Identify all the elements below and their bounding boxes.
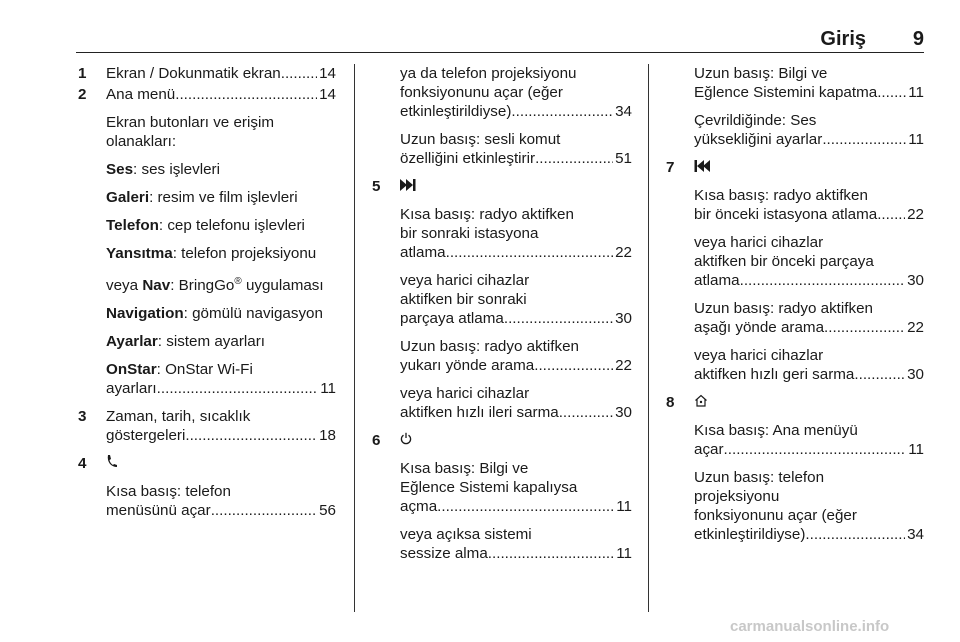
text-line: fonksiyonunu açar (eğer: [400, 84, 563, 101]
definition: : cep telefonu işlevleri: [158, 217, 305, 234]
page-ref: 14: [319, 65, 336, 82]
paragraph: [666, 421, 924, 459]
text-line: Kısa basış: telefon: [106, 483, 231, 501]
text-line: olanakları:: [106, 133, 177, 150]
text-line: ayarları: [106, 380, 157, 398]
paragraph: [666, 346, 924, 384]
definition: : ses işlevleri: [133, 161, 220, 178]
paragraph: [78, 482, 336, 520]
text-line: atlama: [400, 244, 446, 261]
text-line: etkinleştirildiyse): [694, 526, 806, 543]
paragraph: [372, 205, 632, 262]
term: Ses: [106, 161, 134, 178]
paragraph: [372, 384, 632, 422]
text-line: sessize alma: [400, 545, 488, 562]
column-1: [78, 64, 336, 529]
page-ref: 30: [907, 272, 924, 289]
text-line: Uzun basış: sesli komut: [400, 131, 561, 148]
page-ref: 30: [907, 366, 924, 383]
term: OnStar: [106, 361, 157, 379]
paragraph: [666, 233, 924, 290]
text: : BringGo: [170, 277, 235, 295]
paragraph: [78, 113, 336, 151]
paragraph: [372, 271, 632, 328]
page-ref: 11: [908, 131, 924, 148]
page-ref: 22: [615, 244, 632, 261]
text-line: veya harici cihazlar: [694, 234, 824, 251]
paragraph: [372, 525, 632, 563]
text-line: Uzun basış: telefon: [694, 469, 825, 486]
page-ref: 11: [616, 545, 632, 562]
text-line: Kısa basış: radyo aktifken: [694, 187, 868, 204]
paragraph-navigation: [78, 304, 336, 323]
page-ref: 30: [615, 404, 632, 421]
paragraph-yansitma: [78, 244, 336, 263]
text-line: Uzun basış: radyo aktifken: [400, 338, 579, 355]
text-line: Uzun basış: radyo aktifken: [694, 300, 873, 317]
paragraph-ses: [78, 160, 336, 179]
text-line: veya harici cihazlar: [694, 347, 824, 364]
paragraph: [666, 468, 924, 544]
list-item-7: [666, 158, 924, 177]
page-ref: 11: [908, 84, 924, 101]
definition: : telefon projeksiyonu: [172, 245, 317, 262]
list-item-1: [78, 64, 336, 83]
term: Yansıtma: [106, 245, 173, 262]
text-line: aşağı yönde arama: [694, 319, 825, 336]
term: Galeri: [106, 189, 150, 206]
text-line: aktifken bir önceki parçaya: [694, 253, 874, 270]
item-number: 6: [372, 432, 381, 449]
list-item-2: [78, 85, 336, 104]
term: Navigation: [106, 305, 184, 323]
page-ref: 34: [907, 526, 924, 543]
text-line: yukarı yönde arama: [400, 357, 535, 374]
item-number: 7: [666, 159, 675, 176]
page-ref: 51: [615, 150, 632, 167]
item-number: 5: [372, 178, 381, 195]
definition: : OnStar Wi-Fi: [156, 361, 253, 379]
column-divider: [354, 64, 355, 612]
page-title: Giriş: [820, 28, 866, 50]
text-line: ya da telefon projeksiyonu: [400, 65, 577, 82]
page-ref: 11: [320, 380, 336, 398]
home-icon: [694, 394, 708, 407]
text-line: Ekran butonları ve erişim: [106, 114, 274, 131]
text: veya: [106, 277, 143, 295]
text-line: Eğlence Sistemini kapatma: [694, 84, 878, 101]
previous-track-icon: [694, 160, 710, 172]
text-line: Kısa basış: Bilgi ve: [400, 460, 529, 477]
next-track-icon: [400, 179, 416, 191]
paragraph-nav: [78, 272, 336, 295]
term: Ayarlar: [106, 333, 158, 351]
registered-mark: ®: [234, 276, 242, 287]
page-ref: 11: [908, 441, 924, 458]
text-line: etkinleştirildiyse): [400, 103, 512, 120]
text-line: aktifken hızlı geri sarma: [694, 366, 855, 383]
text-line: Eğlence Sistemi kapalıysa: [400, 479, 578, 496]
paragraph-ayarlar: [78, 332, 336, 351]
text-line: aktifken bir sonraki: [400, 291, 527, 308]
power-icon: [400, 432, 412, 445]
text-line: veya harici cihazlar: [400, 272, 530, 289]
definition: : gömülü navigasyon: [183, 305, 323, 323]
paragraph: [666, 299, 924, 337]
item-text: Ekran / Dokunmatik ekran: [106, 65, 281, 82]
text-line: veya açıksa sistemi: [400, 526, 532, 543]
paragraph-galeri: [78, 188, 336, 207]
column-3: [666, 64, 924, 553]
page-ref: 22: [907, 319, 924, 336]
paragraph-onstar: [78, 360, 336, 398]
item-number: 2: [78, 86, 87, 103]
page-ref: 14: [319, 86, 336, 103]
text-line: parçaya atlama: [400, 310, 504, 327]
page-ref: 34: [615, 103, 632, 120]
phone-icon: [106, 454, 118, 468]
item-text: Ana menü: [106, 86, 176, 103]
text-line: göstergeleri: [106, 427, 186, 445]
term: Telefon: [106, 217, 159, 234]
list-item-4: [78, 454, 336, 473]
list-item-5: [372, 177, 632, 196]
text-line: açma: [400, 498, 438, 515]
text-line: açar: [694, 441, 724, 458]
text-line: Kısa basış: radyo aktifken: [400, 206, 574, 223]
text-line: fonksiyonunu açar (eğer: [694, 507, 857, 524]
page-ref: 22: [615, 357, 632, 374]
text-line: projeksiyonu: [694, 488, 780, 505]
text: uygulaması: [241, 277, 324, 295]
text-line: Kısa basış: Ana menüyü: [694, 422, 858, 439]
paragraph: [372, 459, 632, 516]
text-line: atlama: [694, 272, 740, 289]
text-line: veya harici cihazlar: [400, 385, 530, 402]
text-line: Zaman, tarih, sıcaklık: [106, 408, 251, 426]
item-number: 3: [78, 408, 87, 426]
paragraph: [372, 130, 632, 168]
text-line: menüsünü açar: [106, 502, 211, 520]
text-line: Uzun basış: Bilgi ve: [694, 65, 828, 82]
term: Nav: [142, 277, 171, 295]
page-number: 9: [912, 28, 924, 50]
column-2: [372, 64, 632, 572]
paragraph: [666, 111, 924, 149]
paragraph: [372, 64, 632, 121]
item-number: 1: [78, 65, 87, 82]
text-line: bir sonraki istasyona: [400, 225, 539, 242]
paragraph: [666, 64, 924, 102]
page-ref: 18: [319, 427, 336, 445]
list-item-3: [78, 407, 336, 445]
paragraph: [372, 337, 632, 375]
item-number: 8: [666, 394, 675, 411]
watermark: carmanualsonline.info: [730, 618, 890, 635]
page-ref: 22: [907, 206, 924, 223]
definition: : sistem ayarları: [157, 333, 265, 351]
list-item-6: [372, 431, 632, 450]
text-line: özelliğini etkinleştirir: [400, 150, 536, 167]
text-line: yüksekliğini ayarlar: [694, 131, 823, 148]
page-ref: 30: [615, 310, 632, 327]
page-header: [76, 26, 924, 53]
page-ref: 56: [319, 502, 336, 520]
page-ref: 11: [616, 498, 632, 515]
definition: : resim ve film işlevleri: [149, 189, 298, 206]
paragraph: [666, 186, 924, 224]
paragraph-telefon: [78, 216, 336, 235]
list-item-8: [666, 393, 924, 412]
text-line: Çevrildiğinde: Ses: [694, 112, 817, 129]
text-line: bir önceki istasyona atlama: [694, 206, 878, 223]
text-line: aktifken hızlı ileri sarma: [400, 404, 559, 421]
item-number: 4: [78, 455, 87, 473]
column-divider: [648, 64, 649, 612]
